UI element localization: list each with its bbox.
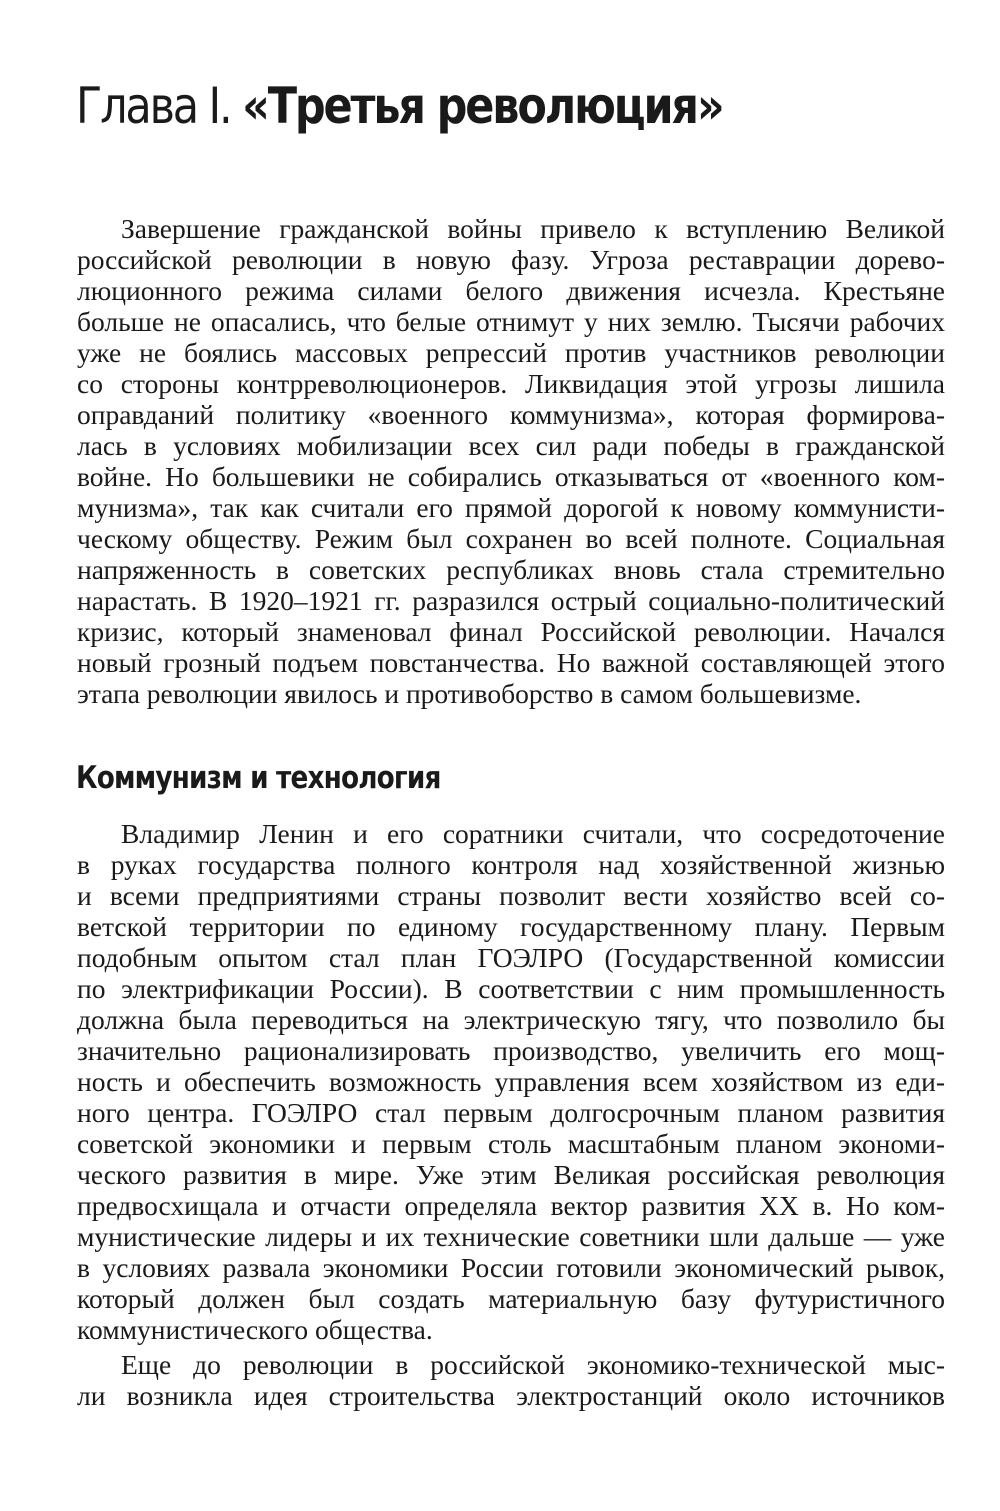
text-line: ность и обеспечить возможность управления всем хозяйством из еди- [77, 1066, 945, 1097]
text-line: предвосхищала и отчасти определяла вектор развития XX в. Но ком- [77, 1190, 945, 1221]
section-heading: Коммунизм и технология [76, 760, 441, 796]
text-line: Еще до революции в российской экономико-технической мыс- [121, 1349, 945, 1380]
text-line: новый грозный подъем повстанчества. Но важной составляющей этого [77, 647, 945, 678]
text-line: войне. Но большевики не собирались отказываться от «военного ком- [77, 461, 945, 492]
text-line: должна была переводиться на электрическую тягу, что позволило бы [77, 1004, 945, 1035]
text-line: ческому обществу. Режим был сохранен во всей полноте. Социальная [77, 523, 945, 554]
text-line: ного центра. ГОЭЛРО стал первым долгосрочным планом развития [77, 1097, 945, 1128]
text-line: нарастать. В 1920–1921 гг. разразился острый социально-политический [77, 585, 945, 616]
text-line: в условиях развала экономики России готовили экономический рывок, [77, 1252, 945, 1283]
text-line: Завершение гражданской войны привело к вступлению Великой [121, 213, 945, 244]
paragraph-3 [77, 1349, 945, 1411]
text-line: уже не боялись массовых репрессий против участников революции [77, 337, 945, 368]
text-line: этапа революции явилось и противоборство в самом большевизме. [77, 678, 862, 709]
text-line: мунизма», так как считали его прямой дорогой к новому коммунисти- [77, 492, 945, 523]
paragraph-2 [77, 818, 945, 1345]
text-line: Владимир Ленин и его соратники считали, что сосредоточение [121, 818, 945, 849]
paragraph-1 [77, 213, 945, 709]
text-line: люционного режима силами белого движения исчезла. Крестьяне [77, 275, 945, 306]
text-line: больше не опасались, что белые отнимут у них землю. Тысячи рабочих [77, 306, 945, 337]
text-line: который должен был создать материальную базу футуристичного [77, 1283, 945, 1314]
text-line: по электрификации России). В соответствии с ним промышленность [77, 973, 945, 1004]
text-line: и всеми предприятиями страны позволит вести хозяйство всей со- [77, 880, 945, 911]
text-line: подобным опытом стал план ГОЭЛРО (Государственной комиссии [77, 942, 945, 973]
text-line: напряженность в советских республиках вновь стала стремительно [77, 554, 945, 585]
text-line: лась в условиях мобилизации всех сил ради победы в гражданской [77, 430, 945, 461]
text-line: российской революции в новую фазу. Угроза реставрации дорево- [77, 244, 945, 275]
text-line: со стороны контрреволюционеров. Ликвидация этой угрозы лишила [77, 368, 945, 399]
text-line: кризис, который знаменовал финал Российской революции. Начался [77, 616, 945, 647]
text-line: мунистические лидеры и их технические советники шли дальше — уже [77, 1221, 945, 1252]
chapter-name: «Третья революция» [242, 77, 723, 135]
chapter-title [76, 74, 723, 138]
chapter-number: Глава I. [76, 77, 243, 135]
text-line: ли возникла идея строительства электростанций около источников [77, 1380, 945, 1411]
text-line: оправданий политику «военного коммунизма», которая формирова- [77, 399, 945, 430]
text-line: значительно рационализировать производство, увеличить его мощ- [77, 1035, 945, 1066]
text-line: коммунистического общества. [77, 1314, 433, 1345]
text-line: ветской территории по единому государственному плану. Первым [77, 911, 945, 942]
text-line: в руках государства полного контроля над хозяйственной жизнью [77, 849, 945, 880]
text-line: ческого развития в мире. Уже этим Великая российская революция [77, 1159, 945, 1190]
text-line: советской экономики и первым столь масштабным планом экономи- [77, 1128, 945, 1159]
